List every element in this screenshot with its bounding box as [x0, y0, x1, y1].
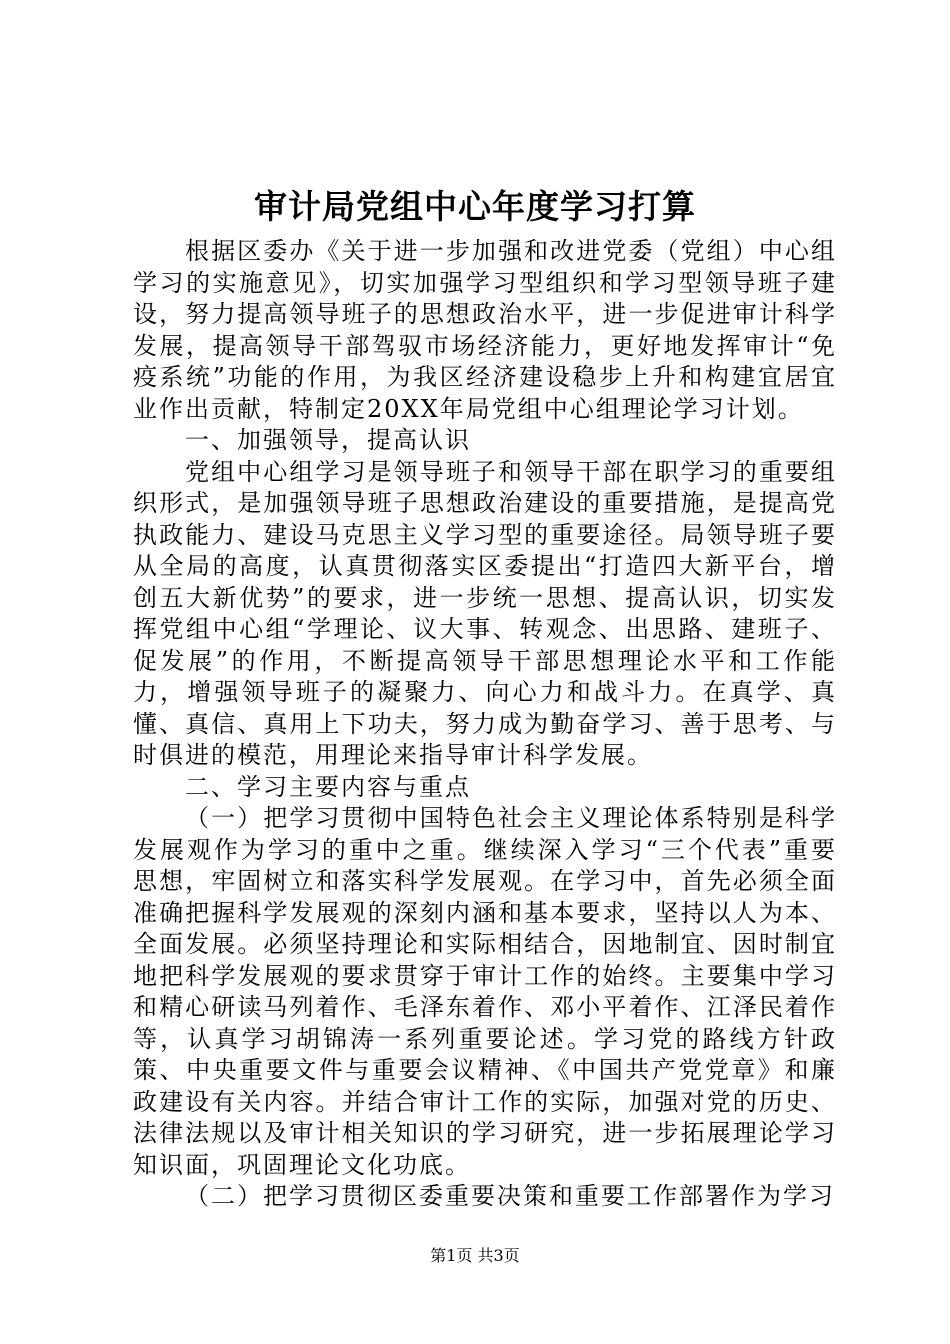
document-body — [133, 236, 837, 1213]
paragraph-intro: 根据区委办《关于进一步加强和改进党委（党组）中心组学习的实施意见》，切实加强学习型组织和学习型领导班子建设，努力提高领导班子的思想政治水平，进一步促进审计科学发展，提高领导干部驾驭市场经济能力，更好地发挥审计“免疫系统”功能的作用，为我区经济建设稳步上升和构建宜居宜业作出贡献，特制定20XX年局党组中心组理论学习计划。 — [133, 237, 837, 423]
section-heading-1: 一、加强领导，提高认识 — [185, 426, 471, 454]
paragraph-section-1: 党组中心组学习是领导班子和领导干部在职学习的重要组织形式，是加强领导班子思想政治建设的重要措施，是提高党执政能力、建设马克思主义学习型的重要途径。局领导班子要从全局的高度，认真贯彻落实区委提出“打造四大新平台，增创五大新优势”的要求，进一步统一思想、提高认识，切实发挥党组中心组“学理论、议大事、转观念、出思路、建班子、促发展”的作用，不断提高领导干部思想理论水平和工作能力，增强领导班子的凝聚力、向心力和战斗力。在真学、真懂、真信、真用上下功夫，努力成为勤奋学习、善于思考、与时俱进的模范，用理论来指导审计科学发展。 — [133, 457, 837, 769]
document-title: 审计局党组中心年度学习打算 — [254, 187, 696, 226]
paragraph-item-1: （一）把学习贯彻中国特色社会主义理论体系特别是科学发展观作为学习的重中之重。继续深入学习“三个代表”重要思想，牢固树立和落实科学发展观。在学习中，首先必须全面准确把握科学发展观的深刻内涵和基本要求，坚持以人为本、全面发展。必须坚持理论和实际相结合，因地制宜、因时制宜地把科学发展观的要求贯穿于审计工作的始终。主要集中学习和精心研读马列着作、毛泽东着作、邓小平着作、江泽民着作等，认真学习胡锦涛一系列重要论述。学习党的路线方针政策、中央重要文件与重要会议精神、《中国共产党党章》和廉政建设有关内容。并结合审计工作的实际，加强对党的历史、法律法规以及审计相关知识的学习研究，进一步拓展理论学习知识面，巩固理论文化功底。 — [133, 804, 837, 1179]
paragraph-item-2: （二）把学习贯彻区委重要决策和重要工作部署作为学习 — [185, 1182, 835, 1210]
section-heading-2: 二、学习主要内容与重点 — [185, 772, 471, 801]
page-number-footer: 第1页 共3页 — [430, 1246, 520, 1265]
